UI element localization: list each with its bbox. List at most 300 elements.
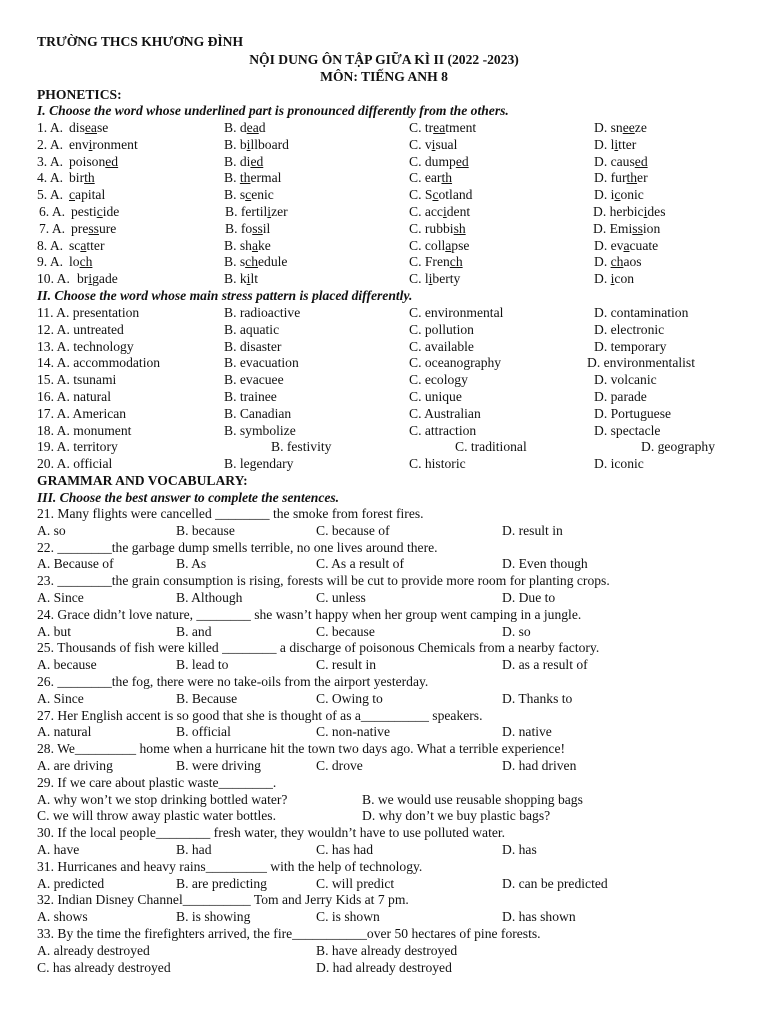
option-a: A. Since bbox=[37, 690, 84, 706]
question-number: 6. A. bbox=[39, 204, 66, 219]
word-part: B. fertil bbox=[225, 204, 268, 219]
word-part: B. sh bbox=[224, 237, 252, 253]
option-a: 12. A. untreated bbox=[37, 321, 124, 337]
option-c: C. traditional bbox=[455, 439, 527, 455]
option-a: A. but bbox=[37, 623, 71, 639]
option-c: C. oceanography bbox=[409, 355, 502, 371]
word-part: er bbox=[637, 170, 648, 186]
option-c: C. because of bbox=[316, 522, 390, 538]
option-b: B. lead to bbox=[176, 657, 229, 673]
option-a: 18. A. monument bbox=[37, 422, 132, 438]
option-d: D. so bbox=[502, 623, 531, 639]
option-d: D. contamination bbox=[594, 305, 689, 320]
option-d: D. temporary bbox=[594, 338, 667, 354]
word-part: ronment bbox=[92, 136, 138, 152]
phonetics-heading-text: PHONETICS: bbox=[37, 87, 122, 102]
option-b: B. are predicting bbox=[176, 875, 267, 891]
option-d: D. volcanic bbox=[594, 372, 657, 388]
underlined-sound: c bbox=[432, 187, 439, 203]
option-a: 17. A. American bbox=[37, 405, 127, 421]
question-text: 21. Many flights were cancelled ________ the smoke from forest fires. bbox=[37, 506, 424, 521]
option-a: 20. A. official bbox=[37, 456, 113, 472]
option-b: B. official bbox=[176, 724, 231, 740]
grammar-question-32 bbox=[0, 891, 768, 908]
option-b: B. have already destroyed bbox=[316, 942, 458, 958]
question-number: 5. A. bbox=[37, 187, 64, 203]
option-b: B. radioactive bbox=[224, 305, 301, 320]
underlined-sound: c bbox=[245, 187, 252, 203]
option-d: D. native bbox=[502, 724, 552, 740]
option-b: B. symbolize bbox=[224, 422, 296, 438]
word-part: D. Emi bbox=[593, 220, 633, 236]
grammar-heading-text: GRAMMAR AND VOCABULARY: bbox=[37, 473, 248, 488]
word-part: d bbox=[258, 120, 266, 135]
option-d: D. Thanks to bbox=[502, 690, 573, 706]
underlined-sound: ed bbox=[634, 153, 648, 169]
stress-question-18 bbox=[0, 422, 768, 439]
option-c bbox=[409, 186, 472, 203]
underlined-sound: ch bbox=[449, 254, 463, 270]
option-d bbox=[594, 186, 644, 203]
option-b: B. trainee bbox=[224, 389, 277, 404]
option-b: B. were driving bbox=[176, 758, 261, 773]
word-part: B. di bbox=[224, 153, 251, 169]
underlined-sound: ss bbox=[88, 220, 99, 236]
option-c bbox=[409, 119, 476, 136]
underlined-sound: ch bbox=[610, 254, 624, 270]
underlined-sound: ea bbox=[246, 120, 259, 135]
word-part: tter bbox=[618, 136, 637, 152]
option-c: C. attraction bbox=[409, 422, 477, 438]
word-part: otland bbox=[438, 187, 473, 203]
word-part: llboard bbox=[250, 136, 289, 152]
option-c: C. has already destroyed bbox=[37, 959, 171, 975]
word-part: enic bbox=[251, 187, 274, 203]
question-text: 30. If the local people________ fresh water, they wouldn’t have to use polluted water. bbox=[37, 825, 506, 841]
option-d bbox=[593, 203, 666, 220]
part1-instruction-text: I. Choose the word whose underlined part is pronounced differently from the others. bbox=[37, 103, 509, 118]
word-part: se bbox=[96, 120, 109, 135]
word-part: berty bbox=[432, 271, 461, 287]
option-d: D. result in bbox=[502, 522, 563, 538]
option-a: A. are driving bbox=[37, 758, 113, 773]
answer-row-29-1 bbox=[0, 791, 768, 808]
word-part: ide bbox=[102, 204, 120, 219]
exam-title-text: NỘI DUNG ÔN TẬP GIỮA KÌ II (2022 -2023) bbox=[249, 52, 519, 67]
option-d bbox=[594, 253, 642, 270]
question-text: 31. Hurricanes and heavy rains_________ with the help of technology. bbox=[37, 858, 423, 874]
question-number: 7. A. bbox=[39, 220, 66, 236]
question-number: 3. A. bbox=[37, 153, 64, 169]
question-text: 23. ________the grain consumption is rising, forests will be cut to provide more room for planting crops. bbox=[37, 573, 610, 589]
word-part: edule bbox=[258, 254, 288, 270]
grammar-question-30 bbox=[0, 824, 768, 841]
word-part: D. fur bbox=[594, 170, 627, 186]
option-d: D. had driven bbox=[502, 758, 577, 773]
underlined-sound: i bbox=[267, 204, 272, 219]
option-d: D. Portuguese bbox=[594, 405, 672, 421]
word-part: con bbox=[614, 271, 635, 287]
underlined-sound: i bbox=[431, 136, 436, 152]
underlined-sound: th bbox=[84, 170, 95, 186]
underlined-sound: c bbox=[69, 187, 76, 203]
option-c: C. available bbox=[409, 338, 474, 354]
option-c: C. has had bbox=[316, 842, 374, 857]
part3-instruction-text: III. Choose the best answer to complete the sentences. bbox=[37, 490, 340, 505]
option-c: C. because bbox=[316, 623, 375, 639]
option-c bbox=[409, 136, 457, 153]
option-b: B. legendary bbox=[224, 456, 294, 472]
word-part: tter bbox=[86, 237, 105, 253]
word-part: C. acc bbox=[409, 204, 443, 219]
option-b: B. we would use reusable shopping bags bbox=[362, 791, 583, 807]
answer-row-25 bbox=[0, 656, 768, 673]
option-b bbox=[224, 270, 258, 287]
answer-row-30 bbox=[0, 841, 768, 858]
option-a bbox=[69, 253, 92, 270]
word-part: D. herbic bbox=[593, 204, 644, 219]
question-text: 22. ________the garbage dump smells terrible, no one lives around there. bbox=[37, 539, 438, 555]
option-d: D. why don’t we buy plastic bags? bbox=[362, 808, 551, 824]
word-part: B. b bbox=[224, 136, 247, 152]
option-c bbox=[409, 270, 460, 287]
option-a bbox=[69, 237, 105, 254]
stress-question-12 bbox=[0, 321, 768, 338]
underlined-sound: ss bbox=[632, 220, 643, 236]
grammar-question-21 bbox=[0, 505, 768, 522]
word-part: B. fo bbox=[225, 220, 253, 236]
pronunciation-question-9 bbox=[0, 253, 768, 270]
option-b: B. and bbox=[176, 623, 212, 639]
option-d bbox=[594, 237, 658, 254]
option-b bbox=[224, 169, 281, 186]
underlined-sound: th bbox=[441, 170, 453, 186]
word-part: apital bbox=[75, 187, 106, 203]
option-a: 11. A. presentation bbox=[37, 305, 140, 320]
option-b bbox=[224, 253, 287, 270]
word-part: tment bbox=[445, 120, 477, 135]
question-text: 33. By the time the firefighters arrived, the fire___________over 50 hectares of pine forests. bbox=[37, 926, 541, 941]
question-number: 9. A. bbox=[37, 254, 64, 270]
stress-question-13 bbox=[0, 338, 768, 355]
question-number: 10. A. bbox=[37, 271, 70, 287]
option-d bbox=[594, 169, 648, 186]
pronunciation-question-3 bbox=[0, 153, 768, 170]
option-a bbox=[69, 119, 108, 136]
option-c: C. is shown bbox=[316, 909, 380, 925]
option-c: C. result in bbox=[316, 657, 377, 673]
question-text: 32. Indian Disney Channel__________ Tom and Jerry Kids at 7 pm. bbox=[37, 892, 409, 908]
underlined-sound: ch bbox=[79, 254, 93, 270]
word-part: B. d bbox=[224, 120, 247, 135]
pronunciation-question-6 bbox=[0, 203, 768, 220]
answer-row-24 bbox=[0, 623, 768, 640]
option-a bbox=[71, 220, 116, 237]
word-part: C. l bbox=[409, 271, 429, 287]
word-part: C. ear bbox=[409, 170, 442, 186]
word-part: C. Fren bbox=[409, 254, 450, 270]
option-b: B. is showing bbox=[176, 909, 251, 925]
word-part: D. caus bbox=[594, 153, 635, 169]
word-part: D. bbox=[594, 254, 611, 270]
answer-row-22 bbox=[0, 555, 768, 572]
underlined-sound: a bbox=[623, 237, 630, 253]
option-c: C. unique bbox=[409, 389, 462, 404]
option-d: D. parade bbox=[594, 389, 647, 404]
option-a bbox=[69, 136, 138, 153]
option-d: D. environmentalist bbox=[587, 355, 695, 371]
answer-row-29-2 bbox=[0, 807, 768, 824]
question-number: 8. A. bbox=[37, 237, 64, 253]
answer-row-23 bbox=[0, 589, 768, 606]
option-d bbox=[594, 153, 648, 170]
option-d: D. as a result of bbox=[502, 657, 588, 673]
stress-question-15 bbox=[0, 371, 768, 388]
word-part: C. v bbox=[409, 136, 432, 152]
option-b: B. aquatic bbox=[224, 321, 280, 337]
option-a bbox=[71, 203, 119, 220]
option-b: B. As bbox=[176, 556, 207, 572]
option-d: D. has shown bbox=[502, 909, 576, 925]
question-text: 24. Grace didn’t love nature, ________ she wasn’t happy when her group went camping in a jungle. bbox=[37, 606, 582, 622]
answer-row-28 bbox=[0, 757, 768, 774]
grammar-question-33 bbox=[0, 925, 768, 942]
underlined-sound: a bbox=[80, 237, 87, 253]
stress-question-16 bbox=[0, 388, 768, 405]
word-part: cuate bbox=[629, 237, 659, 253]
option-c: C. drove bbox=[316, 758, 363, 773]
option-d bbox=[593, 220, 660, 237]
word-part: D. ev bbox=[594, 237, 624, 253]
question-text: 27. Her English accent is so good that she is thought of as a__________ speakers. bbox=[37, 707, 483, 723]
option-a: A. predicted bbox=[37, 875, 105, 891]
answer-row-33-1 bbox=[0, 942, 768, 959]
option-c bbox=[409, 220, 466, 237]
word-part: ermal bbox=[250, 170, 282, 186]
word-part: D. sn bbox=[594, 120, 623, 135]
grammar-question-28 bbox=[0, 740, 768, 757]
option-d: D. electronic bbox=[594, 321, 665, 337]
underlined-sound: ed bbox=[455, 153, 469, 169]
option-c bbox=[409, 237, 469, 254]
grammar-question-27 bbox=[0, 707, 768, 724]
word-part: dis bbox=[69, 120, 85, 135]
underlined-sound: th bbox=[626, 170, 638, 186]
option-c: C. non-native bbox=[316, 724, 390, 740]
option-b bbox=[225, 220, 270, 237]
underlined-sound: i bbox=[643, 204, 648, 219]
option-c: C. will predict bbox=[316, 875, 395, 891]
option-a: A. natural bbox=[37, 724, 92, 740]
question-number: 2. A. bbox=[37, 136, 64, 152]
underlined-sound: i bbox=[610, 271, 615, 287]
word-part: B. bbox=[224, 170, 240, 186]
option-b bbox=[224, 153, 263, 170]
part2-instruction-text: II. Choose the word whose main stress pattern is placed differently. bbox=[37, 288, 413, 303]
exam-title bbox=[0, 51, 768, 68]
grammar-question-22 bbox=[0, 539, 768, 556]
option-d: D. spectacle bbox=[594, 422, 661, 438]
underlined-sound: i bbox=[88, 136, 93, 152]
word-part: pse bbox=[451, 237, 470, 253]
option-d: D. has bbox=[502, 842, 537, 857]
underlined-sound: ed bbox=[250, 153, 264, 169]
word-part: ure bbox=[98, 220, 117, 236]
underlined-sound: i bbox=[246, 271, 251, 287]
option-a bbox=[69, 186, 105, 203]
option-b: B. because bbox=[176, 522, 235, 538]
option-a bbox=[69, 169, 95, 186]
stress-question-19 bbox=[0, 438, 768, 455]
option-b: B. evacuation bbox=[224, 355, 299, 371]
word-part: il bbox=[262, 220, 271, 236]
word-part: pre bbox=[71, 220, 89, 236]
word-part: C. rubbi bbox=[409, 220, 454, 236]
option-a: 19. A. territory bbox=[37, 439, 118, 455]
phonetics-heading bbox=[0, 86, 768, 103]
question-text: 29. If we care about plastic waste________. bbox=[37, 774, 277, 790]
option-a: 13. A. technology bbox=[37, 338, 134, 354]
option-a bbox=[69, 153, 118, 170]
option-a: A. shows bbox=[37, 909, 88, 925]
part3-instruction bbox=[0, 489, 768, 506]
answer-row-21 bbox=[0, 522, 768, 539]
underlined-sound: ee bbox=[622, 120, 635, 135]
answer-row-32 bbox=[0, 908, 768, 925]
grammar-question-29 bbox=[0, 774, 768, 791]
word-part: C. dump bbox=[409, 153, 456, 169]
option-c: C. Australian bbox=[409, 405, 481, 421]
underlined-sound: ed bbox=[105, 153, 119, 169]
grammar-question-31 bbox=[0, 858, 768, 875]
question-text: 28. We_________ home when a hurricane hit the town two days ago. What a terrible experience! bbox=[37, 741, 566, 757]
word-part: ze bbox=[634, 120, 647, 135]
option-a: A. have bbox=[37, 842, 80, 857]
underlined-sound: ea bbox=[433, 120, 446, 135]
word-part: C. coll bbox=[409, 237, 446, 253]
answer-row-31 bbox=[0, 875, 768, 892]
word-part: D. l bbox=[594, 136, 615, 152]
word-part: sual bbox=[435, 136, 458, 152]
word-part: dent bbox=[446, 204, 471, 219]
option-a bbox=[77, 270, 118, 287]
option-a: 14. A. accommodation bbox=[37, 355, 161, 371]
option-c: C. Owing to bbox=[316, 690, 383, 706]
answer-row-26 bbox=[0, 690, 768, 707]
underlined-sound: c bbox=[614, 187, 621, 203]
phonetics-colon: : bbox=[117, 87, 122, 102]
word-part: gade bbox=[92, 271, 118, 287]
option-b bbox=[224, 119, 266, 136]
word-part: env bbox=[69, 136, 89, 152]
underlined-sound: ea bbox=[84, 120, 97, 135]
underlined-sound: ch bbox=[245, 254, 258, 270]
word-part: br bbox=[77, 271, 89, 287]
grammar-heading bbox=[0, 472, 768, 489]
underlined-sound: i bbox=[614, 136, 619, 152]
word-part: pesti bbox=[71, 204, 97, 219]
grammar-question-26 bbox=[0, 673, 768, 690]
word-part: B. k bbox=[224, 271, 247, 287]
option-a: A. so bbox=[37, 522, 66, 538]
option-b: B. festivity bbox=[271, 439, 332, 455]
option-a: A. Since bbox=[37, 590, 84, 605]
option-d bbox=[594, 270, 634, 287]
word-part: aos bbox=[623, 254, 642, 270]
option-c: C. environmental bbox=[409, 305, 504, 320]
answer-row-33-2 bbox=[0, 959, 768, 976]
option-c: C. we will throw away plastic water bottles. bbox=[37, 808, 276, 824]
option-c: C. unless bbox=[316, 590, 366, 605]
option-a: 15. A. tsunami bbox=[37, 372, 117, 388]
question-number: 4. A. bbox=[37, 170, 64, 186]
word-part: lo bbox=[69, 254, 80, 270]
underlined-sound: c bbox=[96, 204, 103, 219]
question-text: 26. ________the fog, there were no take-oils from the airport yesterday. bbox=[37, 674, 429, 689]
option-c bbox=[409, 203, 470, 220]
option-c: C. As a result of bbox=[316, 556, 404, 572]
stress-question-17 bbox=[0, 405, 768, 422]
underlined-sound: i bbox=[88, 271, 93, 287]
option-d: D. can be predicted bbox=[502, 875, 608, 891]
option-d bbox=[594, 136, 636, 153]
stress-question-20 bbox=[0, 455, 768, 472]
word-part: poison bbox=[69, 153, 106, 169]
question-number: 1. A. bbox=[37, 120, 64, 135]
stress-question-11 bbox=[0, 304, 768, 321]
word-part: D. i bbox=[594, 187, 615, 203]
option-d: D. Even though bbox=[502, 556, 588, 572]
school-name-text: TRƯỜNG THCS KHƯƠNG ĐÌNH bbox=[37, 34, 244, 49]
option-d: D. iconic bbox=[594, 456, 644, 472]
option-d: D. geography bbox=[641, 439, 715, 455]
option-a: A. Because of bbox=[37, 556, 114, 572]
part1-instruction bbox=[0, 102, 768, 119]
pronunciation-question-1 bbox=[0, 119, 768, 136]
option-b: B. evacuee bbox=[224, 372, 284, 388]
underlined-sound: ss bbox=[252, 220, 263, 236]
option-b bbox=[224, 186, 274, 203]
option-c bbox=[409, 153, 469, 170]
option-b: B. disaster bbox=[224, 338, 282, 354]
option-c bbox=[409, 253, 463, 270]
option-b bbox=[225, 203, 288, 220]
pronunciation-question-2 bbox=[0, 136, 768, 153]
word-part: ke bbox=[258, 237, 271, 253]
word-part: C. tr bbox=[409, 120, 434, 135]
grammar-question-23 bbox=[0, 572, 768, 589]
option-b: B. had bbox=[176, 842, 212, 857]
word-part: B. s bbox=[224, 187, 246, 203]
pronunciation-question-4 bbox=[0, 169, 768, 186]
word-part: B. s bbox=[224, 254, 246, 270]
word-part: bir bbox=[69, 170, 85, 186]
word-part: zer bbox=[271, 204, 288, 219]
option-a: 16. A. natural bbox=[37, 389, 111, 404]
option-b: B. Canadian bbox=[224, 405, 292, 421]
underlined-sound: a bbox=[251, 237, 258, 253]
underlined-sound: sh bbox=[453, 220, 466, 236]
option-b: B. Although bbox=[176, 590, 243, 605]
option-b bbox=[224, 237, 271, 254]
option-c: C. pollution bbox=[409, 321, 474, 337]
underlined-sound: a bbox=[445, 237, 452, 253]
option-a: A. why won’t we stop drinking bottled water? bbox=[37, 791, 288, 807]
underlined-sound: i bbox=[428, 271, 433, 287]
part2-instruction bbox=[0, 287, 768, 304]
word-part: ion bbox=[642, 220, 661, 236]
option-c: C. ecology bbox=[409, 372, 468, 388]
